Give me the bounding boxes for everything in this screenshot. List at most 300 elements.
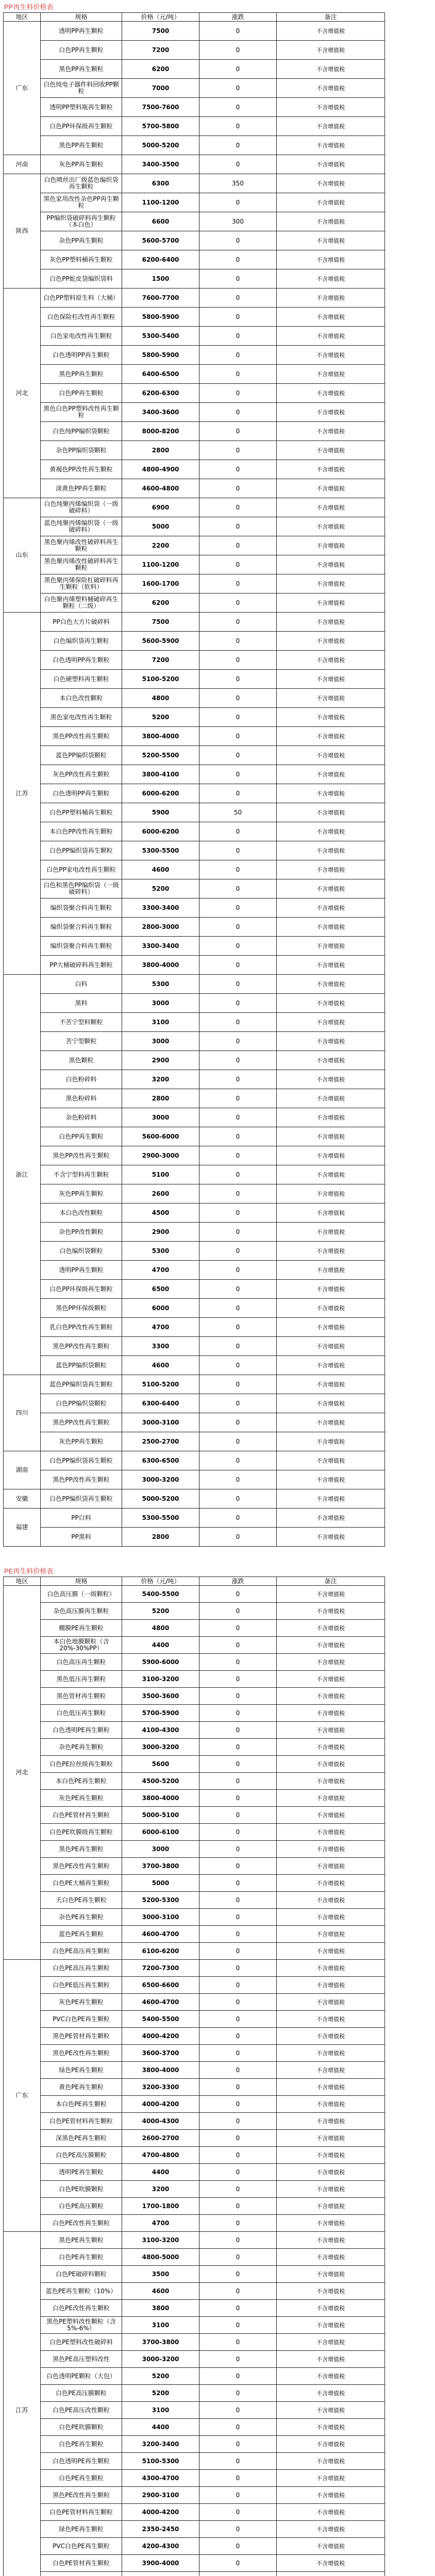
change-cell: 0 <box>199 2215 277 2232</box>
price-cell: 6300 <box>122 174 199 193</box>
spec-cell: 黄褐色PP改性再生颗粒 <box>41 460 122 479</box>
price-cell: 4600 <box>122 1356 199 1375</box>
price-cell: 4600 <box>122 2283 199 2300</box>
note-cell: 不含增值税 <box>277 1807 385 1824</box>
region-cell: 浙江 <box>4 975 41 1375</box>
note-cell: 不含增值税 <box>277 2300 385 2317</box>
price-cell: 7600-7700 <box>122 289 199 308</box>
pp-table-body <box>4 22 385 1547</box>
spec-cell: 杂色PP再生颗粒 <box>41 231 122 250</box>
note-cell: 不含增值税 <box>277 860 385 879</box>
region-cell: 四川 <box>4 1375 41 1451</box>
spec-cell: 白色硬塑料再生颗粒 <box>41 670 122 689</box>
note-cell: 不含增值税 <box>277 1637 385 1654</box>
change-cell: 0 <box>199 1654 277 1671</box>
spec-cell: 黑色PE改性再生颗粒 <box>41 1858 122 1875</box>
spec-cell: PP黑料 <box>41 1528 122 1547</box>
change-cell: 0 <box>199 289 277 308</box>
note-cell <box>277 2572 385 2576</box>
note-cell: 不含增值税 <box>277 2232 385 2249</box>
spec-cell: 绿色PE再生颗粒 <box>41 2062 122 2079</box>
change-cell: 0 <box>199 2147 277 2164</box>
spec-cell: 白色PE再生颗粒 <box>41 2436 122 2453</box>
table-row <box>4 2266 385 2283</box>
change-cell: 50 <box>199 803 277 822</box>
table-row <box>4 2164 385 2181</box>
table-row <box>4 2572 385 2576</box>
note-cell: 不含增值税 <box>277 2538 385 2555</box>
header-change: 涨跌 <box>199 1577 277 1586</box>
table-row <box>4 594 385 613</box>
spec-cell: 黄色PE再生颗粒 <box>41 2079 122 2096</box>
header-change: 涨跌 <box>199 13 277 22</box>
table-row <box>4 2470 385 2487</box>
price-cell: 5100-5300 <box>122 2453 199 2470</box>
price-cell: 3100 <box>122 2402 199 2419</box>
spec-cell: 编织袋聚合料再生颗粒 <box>41 937 122 956</box>
table-row <box>4 613 385 632</box>
table-row <box>4 1375 385 1394</box>
note-cell: 不含增值税 <box>277 365 385 384</box>
price-cell: 3500-3600 <box>122 1688 199 1705</box>
table-row <box>4 2555 385 2572</box>
note-cell: 不含增值税 <box>277 1089 385 1108</box>
spec-cell: 白色保险杠改性再生颗粒 <box>41 308 122 327</box>
note-cell: 不含增值税 <box>277 479 385 498</box>
spec-cell: 黑色PE管材再生颗粒 <box>41 2028 122 2045</box>
spec-cell: 白色PP再生颗粒 <box>41 384 122 403</box>
spec-cell: 黑色粉碎料 <box>41 1089 122 1108</box>
note-cell: 不含增值税 <box>277 1165 385 1184</box>
change-cell: 350 <box>199 174 277 193</box>
note-cell: 不含增值税 <box>277 2555 385 2572</box>
table-row <box>4 460 385 479</box>
change-cell: 0 <box>199 1470 277 1489</box>
table-row <box>4 193 385 212</box>
change-cell: 0 <box>199 441 277 460</box>
change-cell: 0 <box>199 1603 277 1620</box>
change-cell: 0 <box>199 746 277 765</box>
change-cell: 0 <box>199 498 277 517</box>
note-cell: 不含增值税 <box>277 2045 385 2062</box>
spec-cell: 白色PE管材再生颗粒 <box>41 2555 122 2572</box>
price-cell: 5800-5900 <box>122 308 199 327</box>
header-note: 备注 <box>277 13 385 22</box>
note-cell: 不含增值税 <box>277 2249 385 2266</box>
table-row <box>4 1032 385 1051</box>
price-cell: 2500-2700 <box>122 1432 199 1451</box>
change-cell: 0 <box>199 250 277 269</box>
spec-cell: 白色PE吹膜颗粒 <box>41 2419 122 2436</box>
table-row <box>4 689 385 708</box>
spec-cell: 不含宁型料再生颗粒 <box>41 1165 122 1184</box>
note-cell: 不含增值税 <box>277 1127 385 1146</box>
price-cell: 3100-3200 <box>122 1671 199 1688</box>
price-cell: 6200-6300 <box>122 384 199 403</box>
spec-cell: 黑色PE改性再生颗粒 <box>41 2045 122 2062</box>
note-cell: 不含增值税 <box>277 269 385 289</box>
change-cell: 0 <box>199 1909 277 1926</box>
change-cell: 0 <box>199 1413 277 1432</box>
pe-price-table <box>3 1577 385 2576</box>
table-row <box>4 1337 385 1356</box>
price-cell: 4000-4200 <box>122 2504 199 2521</box>
spec-cell: 白色PE吹膜颗粒 <box>41 2181 122 2198</box>
spec-cell: 白色PE吹膜级再生颗粒 <box>41 1824 122 1841</box>
table-row <box>4 22 385 41</box>
pe-price-section <box>3 1566 432 2576</box>
table-row <box>4 2453 385 2470</box>
note-cell: 不含增值税 <box>277 841 385 860</box>
change-cell: 0 <box>199 975 277 994</box>
change-cell: 0 <box>199 1722 277 1739</box>
table-row <box>4 899 385 918</box>
price-cell: 2600-2700 <box>122 2130 199 2147</box>
note-cell: 不含增值税 <box>277 2096 385 2113</box>
change-cell: 0 <box>199 22 277 41</box>
table-row <box>4 2215 385 2232</box>
spec-cell: 白色PP环保级再生颗粒 <box>41 1280 122 1299</box>
change-cell: 0 <box>199 193 277 212</box>
change-cell: 0 <box>199 2249 277 2266</box>
note-cell: 不含增值税 <box>277 1688 385 1705</box>
pp-price-section <box>3 2 432 1547</box>
table-row <box>4 60 385 79</box>
note-cell: 不含增值税 <box>277 822 385 841</box>
table-row <box>4 1620 385 1637</box>
change-cell: 0 <box>199 1394 277 1413</box>
change-cell: 0 <box>199 899 277 918</box>
price-cell: 2900 <box>122 1223 199 1242</box>
change-cell: 0 <box>199 2402 277 2419</box>
spec-cell: 白色PE改性再生颗粒 <box>41 2300 122 2317</box>
table-row <box>4 269 385 289</box>
price-cell: 5600-5900 <box>122 632 199 651</box>
price-cell: 3800-4000 <box>122 1790 199 1807</box>
price-cell: 4200-4300 <box>122 2538 199 2555</box>
spec-cell: 黑色PP再生颗粒 <box>41 365 122 384</box>
change-cell: 0 <box>199 2470 277 2487</box>
spec-cell: 白色PP再生颗粒 <box>41 1127 122 1146</box>
spec-cell: 白色PE再生颗粒 <box>41 2470 122 2487</box>
change-cell: 0 <box>199 41 277 60</box>
price-cell: 3200-3400 <box>122 2436 199 2453</box>
change-cell: 0 <box>199 994 277 1013</box>
price-cell: 6200 <box>122 594 199 613</box>
table-row <box>4 1858 385 1875</box>
price-cell: 3300-3400 <box>122 899 199 918</box>
table-row <box>4 2538 385 2555</box>
price-cell: 4700 <box>122 1318 199 1337</box>
table-row <box>4 2028 385 2045</box>
spec-cell: 杂色PE再生颗粒 <box>41 1909 122 1926</box>
spec-cell: 蓝色纯聚丙烯编织袋（一级破碎料） <box>41 517 122 536</box>
change-cell: 0 <box>199 1858 277 1875</box>
change-cell: 0 <box>199 1165 277 1184</box>
table-row <box>4 2113 385 2130</box>
table-row <box>4 498 385 517</box>
spec-cell: 白色PE高压颗粒 <box>41 2198 122 2215</box>
spec-cell: 白色PE高压再生颗粒 <box>41 1960 122 1977</box>
table-row <box>4 2521 385 2538</box>
change-cell: 0 <box>199 1739 277 1756</box>
note-cell: 不含增值税 <box>277 79 385 98</box>
change-cell: 0 <box>199 2487 277 2504</box>
table-row <box>4 250 385 269</box>
change-cell: 0 <box>199 2266 277 2283</box>
spec-cell: 白色PE塑料改性破碎料 <box>41 2334 122 2351</box>
table-row <box>4 2045 385 2062</box>
change-cell: 0 <box>199 1051 277 1070</box>
note-cell: 不含增值税 <box>277 1280 385 1299</box>
spec-cell: 白色PE高压膜颗粒 <box>41 2385 122 2402</box>
table-row <box>4 841 385 860</box>
note-cell: 不含增值税 <box>277 651 385 670</box>
note-cell: 不含增值税 <box>277 555 385 574</box>
price-cell: 7200-7300 <box>122 1960 199 1977</box>
note-cell: 不含增值税 <box>277 193 385 212</box>
change-cell: 0 <box>199 2419 277 2436</box>
table-row <box>4 1926 385 1943</box>
table-row <box>4 2181 385 2198</box>
note-cell: 不含增值税 <box>277 1875 385 1892</box>
price-cell: 5300-5500 <box>122 1509 199 1528</box>
change-cell: 0 <box>199 2334 277 2351</box>
note-cell: 不含增值税 <box>277 2215 385 2232</box>
table-row <box>4 136 385 155</box>
change-cell: 0 <box>199 2096 277 2113</box>
table-row <box>4 1165 385 1184</box>
spec-cell: 黑色聚丙烯改性破碎料再生颗粒 <box>41 555 122 574</box>
spec-cell: 白色PE大桶再生颗粒 <box>41 1875 122 1892</box>
table-row <box>4 1875 385 1892</box>
price-cell: 3000-3200 <box>122 1739 199 1756</box>
price-cell: 3000-3200 <box>122 1470 199 1489</box>
price-cell: 4300-4700 <box>122 2470 199 2487</box>
spec-cell: 本白色PE再生颗粒 <box>41 2096 122 2113</box>
change-cell: 0 <box>199 2181 277 2198</box>
spec-cell: 本白色改性颗粒 <box>41 1204 122 1223</box>
spec-cell <box>41 2572 122 2576</box>
table-row <box>4 1184 385 1204</box>
spec-cell: PVC白色PE再生颗粒 <box>41 2538 122 2555</box>
note-cell: 不含增值税 <box>277 327 385 346</box>
note-cell: 不含增值税 <box>277 1528 385 1547</box>
table-row <box>4 1705 385 1722</box>
price-cell: 3000-3100 <box>122 1909 199 1926</box>
note-cell: 不含增值税 <box>277 2181 385 2198</box>
price-cell: 3000-3200 <box>122 2351 199 2368</box>
spec-cell: 灰色PP再生颗粒 <box>41 1184 122 1204</box>
price-cell: 2800 <box>122 441 199 460</box>
spec-cell: 编织袋聚合料再生颗粒 <box>41 899 122 918</box>
note-cell: 不含增值税 <box>277 1977 385 1994</box>
price-cell <box>122 2572 199 2576</box>
change-cell: 0 <box>199 327 277 346</box>
price-cell: 3100 <box>122 2317 199 2334</box>
spec-cell: 绿色PE再生颗粒 <box>41 2521 122 2538</box>
note-cell: 不含增值税 <box>277 403 385 422</box>
table-row <box>4 746 385 765</box>
table-row <box>4 632 385 651</box>
note-cell: 不含增值税 <box>277 2028 385 2045</box>
region-cell: 陕西 <box>4 174 41 289</box>
change-cell: 0 <box>199 1705 277 1722</box>
spec-cell: 杂色粉碎料 <box>41 1108 122 1127</box>
spec-cell: 白色低压再生颗粒 <box>41 1705 122 1722</box>
table-row <box>4 2487 385 2504</box>
table-row <box>4 651 385 670</box>
spec-cell: 透明PP塑料瓶再生颗粒 <box>41 98 122 117</box>
price-cell: 3800-4100 <box>122 765 199 784</box>
note-cell: 不含增值税 <box>277 1892 385 1909</box>
price-cell: 4400 <box>122 2164 199 2181</box>
price-cell: 4800-5000 <box>122 2249 199 2266</box>
price-cell: 6300-6400 <box>122 1394 199 1413</box>
region-cell: 湖南 <box>4 1451 41 1489</box>
table-row <box>4 1603 385 1620</box>
change-cell: 0 <box>199 365 277 384</box>
change-cell: 0 <box>199 1977 277 1994</box>
table-row <box>4 574 385 594</box>
spec-cell: 灰色PP塑料桶再生颗粒 <box>41 250 122 269</box>
price-cell: 3100 <box>122 1013 199 1032</box>
change-cell: 0 <box>199 2232 277 2249</box>
spec-cell: 黑色PE再生颗粒 <box>41 2232 122 2249</box>
note-cell: 不含增值税 <box>277 574 385 594</box>
note-cell: 不含增值税 <box>277 1994 385 2011</box>
price-cell: 6200-6400 <box>122 250 199 269</box>
price-cell: 6000-6200 <box>122 784 199 803</box>
note-cell: 不含增值税 <box>277 2368 385 2385</box>
note-cell: 不含增值税 <box>277 2266 385 2283</box>
table-row <box>4 2232 385 2249</box>
note-cell: 不含增值税 <box>277 1705 385 1722</box>
spec-cell: 白色喷丝出厂级蓝色编织袋再生颗粒 <box>41 174 122 193</box>
note-cell: 不含增值税 <box>277 422 385 441</box>
price-cell: 3800-4000 <box>122 956 199 975</box>
change-cell: 0 <box>199 1242 277 1261</box>
table-row <box>4 2198 385 2215</box>
note-cell: 不含增值税 <box>277 1671 385 1688</box>
change-cell: 0 <box>199 841 277 860</box>
spec-cell: 黑色聚丙烯改性破碎料再生颗粒 <box>41 536 122 555</box>
table-row <box>4 212 385 231</box>
change-cell: 0 <box>199 346 277 365</box>
header-note: 备注 <box>277 1577 385 1586</box>
change-cell: 0 <box>199 555 277 574</box>
price-cell: 5200 <box>122 2368 199 2385</box>
note-cell: 不含增值税 <box>277 1858 385 1875</box>
region-cell: 河北 <box>4 289 41 498</box>
price-cell: 2350-2450 <box>122 2521 199 2538</box>
spec-cell: 白色家电改性再生颗粒 <box>41 327 122 346</box>
change-cell: 0 <box>199 784 277 803</box>
change-cell: 0 <box>199 460 277 479</box>
change-cell: 0 <box>199 2385 277 2402</box>
price-cell: 3200-3300 <box>122 2079 199 2096</box>
change-cell: 0 <box>199 1013 277 1032</box>
note-cell: 不含增值税 <box>277 2402 385 2419</box>
table-row <box>4 1432 385 1451</box>
change-cell: 0 <box>199 1375 277 1394</box>
change-cell: 0 <box>199 632 277 651</box>
spec-cell: 白色PE高压改性颗粒 <box>41 2402 122 2419</box>
note-cell: 不含增值税 <box>277 956 385 975</box>
region-cell: 山东 <box>4 498 41 613</box>
note-cell: 不含增值税 <box>277 1432 385 1451</box>
table-row <box>4 2130 385 2147</box>
change-cell: 0 <box>199 670 277 689</box>
pe-header-row <box>4 1577 385 1586</box>
note-cell: 不含增值税 <box>277 632 385 651</box>
price-cell: 2800-3000 <box>122 918 199 937</box>
change-cell: 0 <box>199 2062 277 2079</box>
note-cell: 不含增值税 <box>277 1489 385 1509</box>
note-cell: 不含增值税 <box>277 441 385 460</box>
spec-cell: 白色PE管材料再生颗粒 <box>41 2504 122 2521</box>
price-cell: 6000 <box>122 1299 199 1318</box>
table-row <box>4 2300 385 2317</box>
table-row <box>4 441 385 460</box>
change-cell: 0 <box>199 1146 277 1165</box>
table-row <box>4 937 385 956</box>
change-cell: 0 <box>199 2504 277 2521</box>
spec-cell: 白色透明PE再生颗粒 <box>41 2453 122 2470</box>
price-cell: 5000 <box>122 1875 199 1892</box>
note-cell: 不含增值税 <box>277 1356 385 1375</box>
table-row <box>4 79 385 98</box>
spec-cell: 蓝色PP编织袋再生颗粒 <box>41 1375 122 1394</box>
change-cell: 300 <box>199 212 277 231</box>
pe-table-body <box>4 1586 385 2576</box>
spec-cell: 苦宁型颗粒 <box>41 1032 122 1051</box>
table-row <box>4 1790 385 1807</box>
table-row <box>4 1127 385 1146</box>
note-cell: 不含增值税 <box>277 746 385 765</box>
spec-cell: 编织袋聚合料再生颗粒 <box>41 918 122 937</box>
note-cell: 不含增值税 <box>277 1470 385 1489</box>
price-cell: 6000-6200 <box>122 822 199 841</box>
table-row <box>4 1242 385 1261</box>
table-row <box>4 1977 385 1994</box>
change-cell: 0 <box>199 79 277 98</box>
price-cell: 6000-6100 <box>122 1824 199 1841</box>
change-cell: 0 <box>199 1184 277 1204</box>
price-cell: 3600-3700 <box>122 2045 199 2062</box>
note-cell: 不含增值税 <box>277 1620 385 1637</box>
header-price: 价格（元/吨） <box>122 1577 199 1586</box>
note-cell: 不含增值税 <box>277 2198 385 2215</box>
price-cell: 5000-5100 <box>122 1807 199 1824</box>
table-row <box>4 727 385 746</box>
note-cell: 不含增值税 <box>277 1375 385 1394</box>
price-cell: 7200 <box>122 41 199 60</box>
price-cell: 3300 <box>122 1337 199 1356</box>
region-cell: 江苏 <box>4 613 41 975</box>
change-cell: 0 <box>199 1960 277 1977</box>
note-cell: 不含增值税 <box>277 994 385 1013</box>
table-row <box>4 479 385 498</box>
change-cell: 0 <box>199 1489 277 1509</box>
change-cell: 0 <box>199 1671 277 1688</box>
spec-cell: 白色PP家电改性再生颗粒 <box>41 860 122 879</box>
change-cell: 0 <box>199 1127 277 1146</box>
spec-cell: 黑色颗粒 <box>41 1051 122 1070</box>
price-cell: 5200-5300 <box>122 1892 199 1909</box>
table-row <box>4 1841 385 1858</box>
price-cell: 3800-4000 <box>122 727 199 746</box>
